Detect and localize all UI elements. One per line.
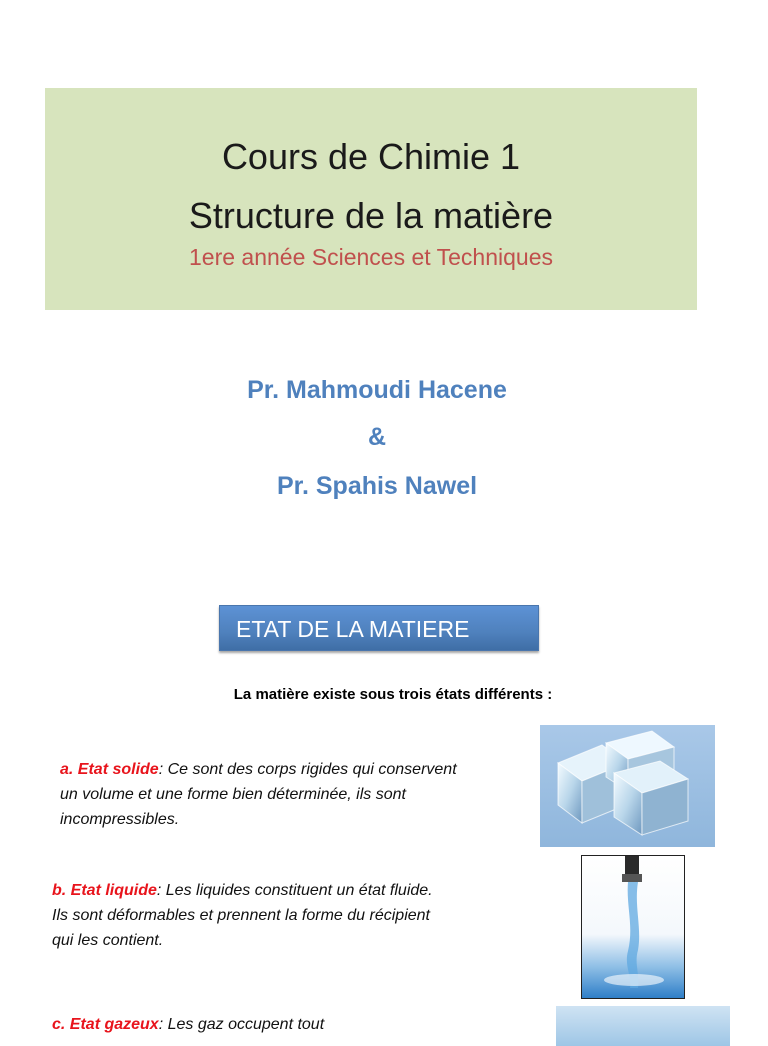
section-heading-button[interactable]: ETAT DE LA MATIERE	[219, 605, 539, 651]
author-separator: &	[367, 423, 387, 451]
gas-image	[556, 1006, 730, 1046]
page-subtitle: 1ere année Sciences et Techniques	[188, 244, 553, 270]
intro-text: La matière existe sous trois états différents :	[233, 686, 553, 703]
state-gas-description	[52, 1012, 452, 1037]
state-gas-term: c. Etat gazeux	[52, 1016, 159, 1033]
page-title: Cours de Chimie 1	[221, 136, 521, 177]
state-solid-text: : Ce sont des corps rigides qui conservent un volume et une forme bien déterminée, ils sont incompressibles.	[60, 761, 457, 828]
state-liquid-description	[52, 878, 452, 953]
state-solid-description	[60, 757, 460, 832]
water-tap-image	[581, 855, 685, 999]
author-1: Pr. Mahmoudi Hacene	[247, 376, 507, 404]
author-2: Pr. Spahis Nawel	[276, 472, 478, 500]
ice-cubes-image	[540, 725, 715, 847]
state-liquid-term: b. Etat liquide	[52, 882, 157, 899]
title-box	[45, 88, 697, 310]
state-liquid-text: : Les liquides constituent un état fluide. Ils sont déformables et prennent la forme du récipient qui les contient.	[52, 882, 433, 949]
page-title-line2: Structure de la matière	[188, 195, 554, 236]
state-gas-text: : Les gaz occupent tout	[158, 1016, 325, 1033]
state-solid-term: a. Etat solide	[60, 761, 159, 778]
